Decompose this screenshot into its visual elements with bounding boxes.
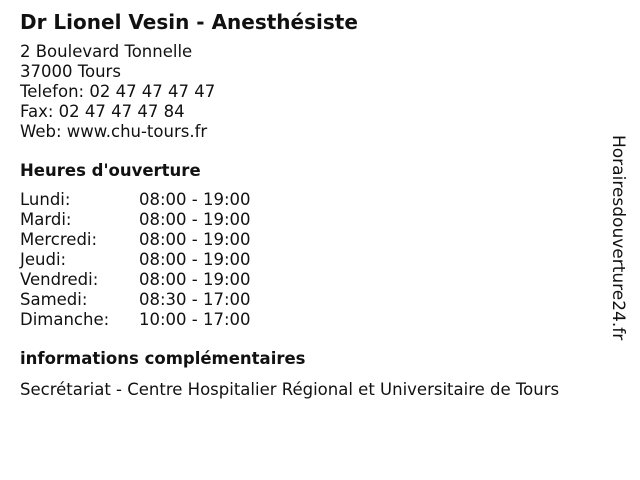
- page-title: Dr Lionel Vesin - Anesthésiste: [20, 10, 358, 34]
- time-range: 08:00 - 19:00: [139, 210, 251, 229]
- day-label: Mardi:: [20, 210, 72, 229]
- hours-row-tuesday: [20, 210, 600, 230]
- hours-row-friday: [20, 270, 600, 290]
- site-watermark: Horairesdouverture24.fr: [608, 135, 628, 341]
- time-range: 08:00 - 19:00: [139, 270, 251, 289]
- hours-row-wednesday: [20, 230, 600, 250]
- time-range: 10:00 - 17:00: [139, 310, 251, 329]
- time-range: 08:00 - 19:00: [139, 230, 251, 249]
- fax-number: Fax: 02 47 47 47 84: [20, 102, 185, 121]
- website-link[interactable]: Web: www.chu-tours.fr: [20, 122, 208, 141]
- opening-hours-title: Heures d'ouverture: [20, 161, 201, 180]
- day-label: Samedi:: [20, 290, 88, 309]
- hours-row-thursday: [20, 250, 600, 270]
- day-label: Lundi:: [20, 190, 71, 209]
- hours-row-sunday: [20, 310, 600, 330]
- opening-hours-table: [20, 190, 600, 330]
- time-range: 08:00 - 19:00: [139, 250, 251, 269]
- time-range: 08:30 - 17:00: [139, 290, 251, 309]
- contact-details: [20, 42, 600, 142]
- day-label: Jeudi:: [20, 250, 67, 269]
- additional-info-title: informations complémentaires: [20, 349, 306, 368]
- hours-row-saturday: [20, 290, 600, 310]
- day-label: Vendredi:: [20, 270, 99, 289]
- day-label: Dimanche:: [20, 310, 110, 329]
- additional-info-text: Secrétariat - Centre Hospitalier Régional et Universitaire de Tours: [20, 380, 560, 399]
- phone-number: Telefon: 02 47 47 47 47: [20, 82, 216, 101]
- hours-row-monday: [20, 190, 600, 210]
- street-address: 2 Boulevard Tonnelle: [20, 42, 193, 61]
- time-range: 08:00 - 19:00: [139, 190, 251, 209]
- city-address: 37000 Tours: [20, 62, 121, 81]
- day-label: Mercredi:: [20, 230, 98, 249]
- business-card: [20, 10, 600, 400]
